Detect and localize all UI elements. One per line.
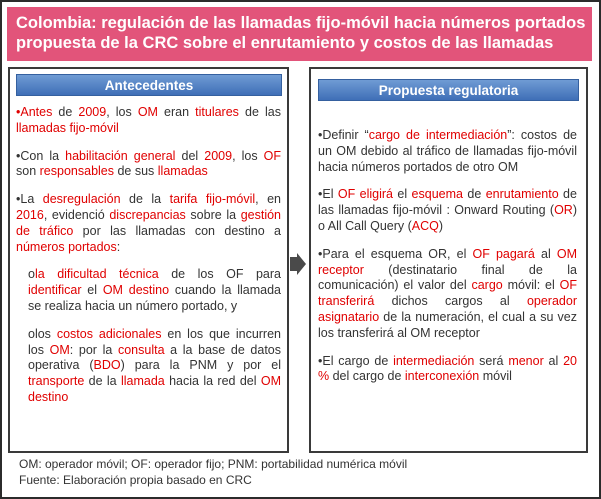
text-segment: , los — [232, 148, 264, 163]
highlighted-text: cargo — [471, 278, 503, 293]
background-point-2 — [16, 149, 281, 181]
highlighted-text: dificultad técnica — [57, 267, 159, 282]
highlighted-text: identificar — [28, 283, 82, 298]
highlighted-text: 2009 — [78, 105, 107, 119]
text-segment: el — [81, 283, 103, 298]
text-segment: de la numeración, el cual a su vez los transferirá al OM receptor — [318, 309, 577, 340]
highlighted-text: llamada — [120, 374, 165, 389]
highlighted-text: cargo de intermediación — [368, 128, 508, 142]
text-segment: de sus — [114, 164, 158, 179]
text-segment: cuando la llamada se realiza hacia un número portado, y — [28, 283, 281, 313]
text-segment: al — [534, 246, 557, 261]
highlighted-text: números portados — [16, 239, 117, 254]
highlighted-text: titulares — [195, 105, 239, 119]
highlighted-text: la — [34, 267, 58, 282]
proposal-point-4 — [318, 354, 577, 386]
text-segment: de las — [238, 105, 281, 119]
proposal-point-1 — [318, 128, 577, 175]
highlighted-text: OM destino — [102, 283, 170, 298]
highlighted-text: eligirá — [359, 187, 394, 202]
text-segment: •El — [318, 187, 338, 202]
highlighted-text: tarifa fijo-móvil — [169, 192, 256, 207]
background-panel — [8, 67, 289, 453]
text-segment: •El cargo de — [318, 353, 394, 368]
highlighted-text: OF — [337, 187, 356, 202]
title-line-1: Colombia: regulación de las llamadas fijo-móvil hacia números portados — [16, 14, 586, 32]
text-segment: de los OF para — [158, 267, 282, 282]
highlighted-text: llamadas fijo-móvil — [16, 120, 119, 135]
highlighted-text: gestión de tráfico — [16, 207, 281, 238]
proposal-heading: Propuesta regulatoria — [318, 79, 579, 101]
title-line-2: propuesta de la CRC sobre el enrutamiento y costos de las llamadas — [16, 34, 554, 52]
text-segment: sobre la — [185, 207, 241, 222]
highlighted-text: discrepancias — [109, 207, 186, 222]
highlighted-text: OF — [559, 278, 577, 293]
highlighted-text: 2016 — [16, 207, 44, 222]
background-subpoint-2 — [16, 327, 281, 406]
highlighted-text: intermediación — [393, 353, 475, 368]
highlighted-text: OM — [137, 105, 158, 119]
background-point-3 — [16, 192, 281, 255]
highlighted-text: OR — [554, 203, 573, 218]
slide-title — [7, 7, 592, 61]
text-segment: : por la — [69, 342, 118, 357]
text-segment: ) — [438, 218, 444, 233]
highlighted-text: llamadas — [157, 164, 208, 179]
text-segment: o — [28, 267, 35, 282]
text-segment: de las llamadas fijo-móvil : Onward Routing ( — [318, 187, 577, 218]
text-segment: •Para el esquema OR, el — [318, 246, 473, 261]
text-segment: •Con la — [16, 148, 66, 163]
highlighted-text: responsables — [39, 164, 114, 179]
footnote — [19, 457, 407, 488]
highlighted-text: desregulación — [42, 192, 121, 207]
background-body — [16, 105, 281, 418]
highlighted-text: esquema — [411, 187, 463, 202]
text-segment: en los que incurren los — [28, 326, 282, 357]
highlighted-text: OF — [263, 148, 282, 163]
text-segment: a la base de datos operativa ( — [28, 342, 282, 373]
highlighted-text: transferirá — [318, 294, 375, 309]
text-segment: , en — [255, 192, 281, 207]
highlighted-text: transporte — [28, 374, 85, 389]
highlighted-text: interconexión — [404, 369, 480, 384]
text-segment: eran — [157, 105, 196, 119]
highlighted-text: OM receptor — [318, 246, 577, 277]
text-segment: ”: costos de un OM debido al tráfico de llamadas fijo-móvil hacia números portados de otro OM — [318, 128, 577, 174]
text-segment: son — [16, 164, 40, 179]
text-segment: por las llamadas con destino a — [73, 223, 281, 238]
text-segment: el — [393, 187, 412, 202]
text-segment: (destinatario final de la comunicación) el valor del — [318, 262, 577, 293]
text-segment: de — [462, 187, 486, 202]
proposal-point-3 — [318, 247, 577, 342]
footnote-abbreviations: OM: operador móvil; OF: operador fijo; PNM: portabilidad numérica móvil — [19, 457, 408, 471]
proposal-point-2 — [318, 187, 577, 234]
highlighted-text: OM destino — [28, 374, 281, 404]
text-segment: dichos cargos al — [374, 294, 527, 309]
highlighted-text: habilitación general — [65, 148, 176, 163]
text-segment: móvil — [479, 369, 512, 384]
highlighted-text: BDO — [93, 358, 121, 373]
highlighted-text: •Antes — [16, 105, 53, 119]
highlighted-text: menor — [508, 353, 544, 368]
text-segment: del cargo de — [329, 369, 405, 384]
text-segment: al — [543, 353, 564, 368]
background-point-1 — [16, 105, 281, 137]
text-segment: de la — [120, 192, 170, 207]
proposal-body — [318, 128, 577, 397]
highlighted-text: OM — [49, 342, 70, 357]
highlighted-text: enrutamiento — [485, 187, 559, 202]
proposal-panel — [309, 67, 588, 453]
text-segment: ) o All Call Query ( — [318, 203, 577, 233]
highlighted-text: 20 % — [318, 353, 577, 384]
background-subpoint-1 — [16, 267, 281, 314]
text-segment: de — [52, 105, 79, 119]
text-segment: hacia la red del — [164, 374, 261, 389]
highlighted-text: operador asignatario — [318, 294, 577, 324]
background-heading: Antecedentes — [16, 74, 282, 96]
text-segment: de la — [84, 374, 121, 389]
text-segment: móvil: el — [502, 278, 560, 293]
highlighted-text: 2009 — [204, 148, 233, 163]
highlighted-text: costos adicionales — [56, 326, 162, 341]
text-segment: , evidenció — [43, 207, 110, 222]
text-segment: olos — [28, 326, 57, 341]
right-arrow-icon — [290, 253, 306, 275]
text-segment: •Definir “ — [318, 128, 369, 142]
highlighted-text: consulta — [117, 342, 165, 357]
highlighted-text: pagará — [495, 246, 535, 261]
text-segment: del — [175, 148, 205, 163]
text-segment: , los — [106, 105, 138, 119]
highlighted-text: ACQ — [411, 218, 439, 233]
text-segment: ) para la PNM y por el — [120, 358, 281, 373]
footnote-source: Fuente: Elaboración propia basado en CRC — [19, 472, 252, 487]
highlighted-text: OF — [472, 246, 490, 261]
text-segment: : — [116, 239, 121, 254]
text-segment: será — [474, 353, 509, 368]
text-segment: •La — [16, 192, 43, 207]
